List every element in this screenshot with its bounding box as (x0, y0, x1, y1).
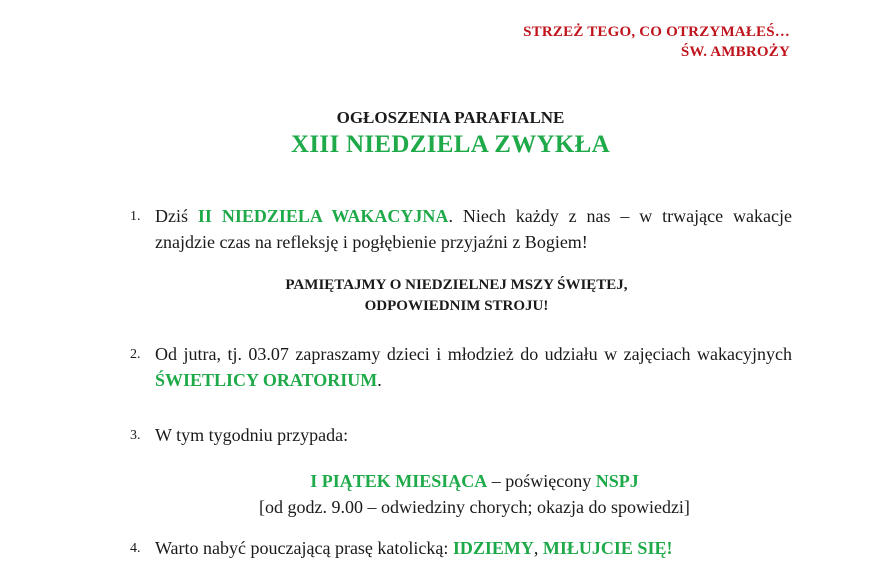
item-number: 3. (130, 428, 141, 443)
first-friday-highlight: I PIĄTEK MIESIĄCA (310, 471, 488, 491)
reminder-line: PAMIĘTAJMY O NIEDZIELNEJ MSZY ŚWIĘTEJ, (285, 277, 628, 293)
motto-quote: STRZEŻ TEGO, CO OTRZYMAŁEŚ… (523, 24, 790, 40)
item-text-part: , (533, 538, 543, 558)
item-number: 4. (130, 541, 141, 556)
mass-reminder (12, 275, 889, 317)
first-friday-info (30, 468, 889, 520)
page-title: XIII NIEDZIELA ZWYKŁA (291, 131, 610, 158)
first-friday-details: [od godz. 9.00 – odwiedziny chorych; okazja do spowiedzi] (259, 497, 690, 517)
list-item (130, 203, 792, 255)
item-text (155, 341, 792, 393)
item-text-part: . Niech każdy z nas – w trwające wakacje znajdzie czas na refleksję i pogłębienie przyjaźni z Bogiem! (155, 206, 792, 252)
item-text-part: . (377, 370, 382, 390)
item-text (155, 203, 792, 255)
reminder-line: ODPOWIEDNIM STROJU! (364, 298, 549, 314)
list-item (130, 341, 792, 393)
item-text-part: Od jutra, tj. 03.07 zapraszamy dzieci i młodzież do udziału w zajęciach wakacyjnych (155, 344, 792, 364)
nspj-highlight: NSPJ (595, 471, 639, 491)
page-subtitle: OGŁOSZENIA PARAFIALNE (336, 108, 565, 127)
item-text-part: Dziś (155, 206, 198, 226)
item-number: 1. (130, 209, 141, 224)
list-item (130, 422, 792, 448)
item-text (155, 535, 792, 561)
item-text-part: Warto nabyć pouczającą prasę katolicką: (155, 538, 453, 558)
item-text: W tym tygodniu przypada: (155, 425, 349, 445)
press-highlight-idziemy: IDZIEMY (452, 538, 534, 558)
first-friday-text: – poświęcony (487, 471, 596, 491)
item-highlight: II NIEDZIELA WAKACYJNA (197, 206, 449, 226)
motto (523, 22, 790, 62)
first-friday-line (30, 468, 889, 494)
item-number: 2. (130, 347, 141, 362)
motto-author: ŚW. AMBROŻY (680, 44, 790, 60)
press-highlight-milujcie: MIŁUJCIE SIĘ! (542, 538, 673, 558)
item-highlight: ŚWIETLICY ORATORIUM (155, 370, 378, 390)
list-item (130, 535, 792, 561)
